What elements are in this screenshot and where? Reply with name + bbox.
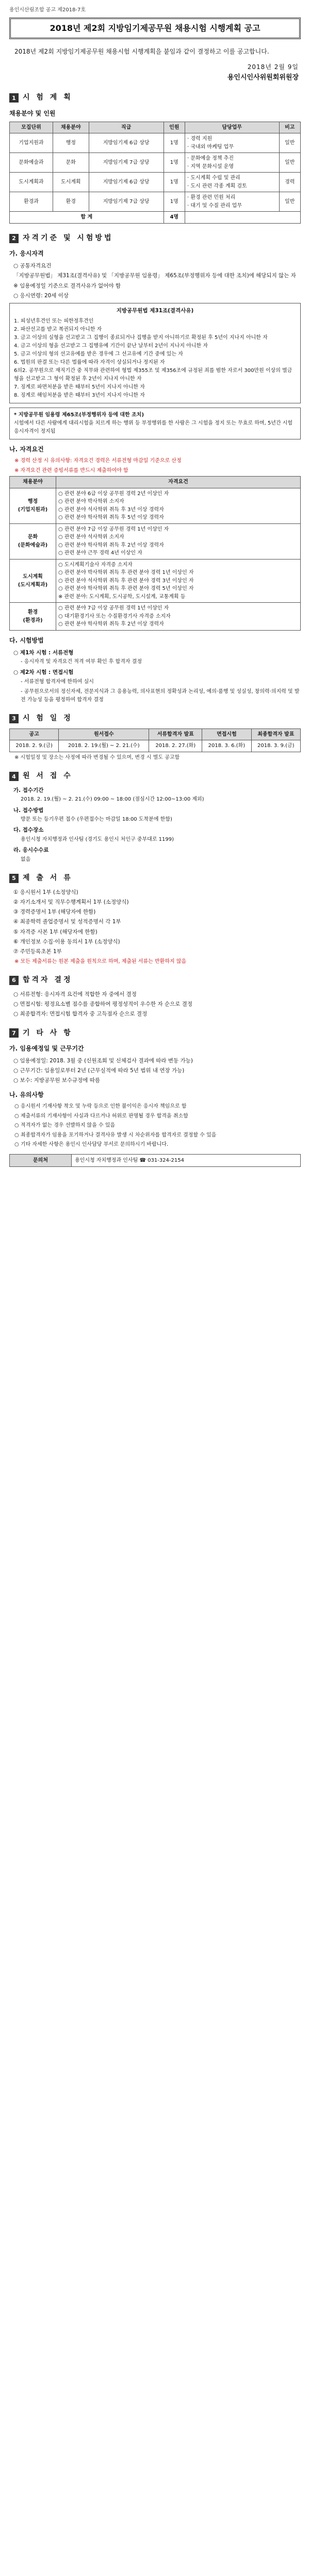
req-field: 환경 (환경과) [10,603,56,631]
qualification-line: ※ 임용예정일 기준으로 결격사유가 없어야 함 [13,282,121,289]
table-cell: · 환경 관련 민원 처리 · 대기 및 수질 관리 업무 [185,192,279,212]
receipt-item-body: 방문 또는 등기우편 접수 (우편접수는 마감일 18:00 도착분에 한함) [21,816,172,822]
section3-header [9,713,301,724]
receipt-item-label: 다. 접수장소 [13,827,44,834]
table-cell: · 경력 지원 · 국내외 마케팅 업무 [185,133,279,153]
requirement-note: ※ 경력 산정 시 유의사항: 자격요건 경력은 서류전형 마감일 기준으로 산정 [14,458,182,464]
receipt-item-body: 없음 [21,856,31,862]
sched-col-4: 면접시험 [202,728,251,740]
fraud-line: 시험에서 다른 사람에게 대리시험을 치르게 하는 행위 등 부정행위를 한 사람은 그 시험을 정지 또는 무효로 하며, 5년간 시험 응시자격이 정지됨 [14,420,293,434]
disqualification-line: 3. 금고 이상의 실형을 선고받고 그 집행이 종료되거나 집행을 받지 아니하기로 확정된 후 5년이 지나지 아니한 자 [14,334,268,341]
section6-title: 합격자 결정 [23,976,73,985]
requirement-note: ※ 자격요건 관련 증빙서류를 반드시 제출하여야 함 [14,467,128,473]
announce-date: 2018년 2월 9일 [247,63,299,71]
schedule-table [9,728,301,752]
req-col-field: 채용분야 [10,477,56,488]
col-grade: 직급 [89,122,164,133]
pass-rule: ○ 서류전형: 응시자격 요건에 적합한 자 중에서 결정 [13,991,137,997]
col-unit: 모집단위 [10,122,53,133]
fraud-line: * 지방공무원 임용령 제65조(부정행위자 등에 대한 조치) [14,412,144,418]
section6-number: 6 [9,976,19,985]
table-cell: 1명 [164,153,185,173]
appointment-item: ○ 보수: 지방공무원 보수규정에 따름 [13,1077,101,1084]
table-cell: 1명 [164,192,185,212]
req-detail: ○ 관련 분야 7급 이상 공무원 경력 1년 이상인 자 ○ 대기환경기사 또는 수질환경기사 자격증 소지자 ○ 관련 분야 학사학위 취득 후 2년 이상 경력자 [56,603,301,631]
total-label: 합 계 [10,212,164,224]
table-cell: 문화예술과 [10,153,53,173]
receipt-item-body: 용인시청 자치행정과 인사팀 (경기도 용인시 처인구 중부대로 1199) [21,836,174,842]
table-row [10,603,301,631]
table-row [10,173,301,192]
section5-number: 5 [9,874,19,883]
section6-header [9,975,301,986]
table-cell: 경력 [279,173,301,192]
caution-item: ○ 적격자가 없는 경우 선발하지 않을 수 있음 [14,1123,116,1129]
sched-col-5: 최종합격자 발표 [251,728,300,740]
section7-number: 7 [9,1028,19,1038]
col-remark: 비고 [279,122,301,133]
exam-line: ○ 제1차 시험 : 서류전형 [13,649,74,656]
caution-item: ○ 응시원서 기재사항 착오 및 누락 등으로 인한 불이익은 응시자 책임으로 함 [14,1104,187,1110]
table-row [10,488,301,523]
disqualification-line: 1. 피성년후견인 또는 피한정후견인 [14,318,94,324]
col-duty: 담당업무 [185,122,279,133]
table-row [10,559,301,603]
table-cell: · 문화예술 정책 추진 · 지역 문화시설 운영 [185,153,279,173]
recruit-table [9,122,301,224]
document-item: ① 응시원서 1부 (소정양식) [13,889,78,895]
appointment-sub: 가. 임용예정일 및 근무기간 [9,1045,84,1053]
table-row [10,153,301,173]
contact-value: 용인시청 자치행정과 인사팀 ☎ 031-324-2154 [72,1154,301,1167]
table-cell: 지방임기제 7급 상당 [89,192,164,212]
table-cell: 도시계획 [53,173,89,192]
disqualification-line: 5. 금고 이상의 형의 선고유예를 받은 경우에 그 선고유예 기간 중에 있는 자 [14,351,183,357]
notice-number: 용인시산림조합 공고 제2018-7호 [9,7,86,13]
table-cell: 지방임기제 6급 상당 [89,133,164,153]
receipt-item-label: 나. 접수방법 [13,807,44,814]
col-field: 채용분야 [53,122,89,133]
section7-title: 기 타 사 항 [23,1028,73,1037]
table-cell: 지방임기제 6급 상당 [89,173,164,192]
organization: 용인시인사위원회위원장 [227,74,299,82]
req-field: 문화 (문화예술과) [10,523,56,559]
col-count: 인원 [164,122,185,133]
pass-rule: ○ 최종합격자: 면접시험 합격자 중 고득점자 순으로 결정 [13,1011,148,1018]
table-cell: 1명 [164,173,185,192]
table-cell: · 도시계획 수립 및 관리 · 도시 관련 각종 계획 검토 [185,173,279,192]
table-cell: 행정 [53,133,89,153]
disqualification-line: 6. 법원의 판결 또는 다른 법률에 따라 자격이 상실되거나 정지된 자 [14,359,165,365]
sched-cell-4: 2018. 3. 6.(화) [202,740,251,752]
disqualification-line: 8. 징계로 해임처분을 받은 때부터 3년이 지나지 아니한 자 [14,392,145,398]
sched-col-3: 서류합격자 발표 [149,728,202,740]
section4-title: 원 서 접 수 [23,772,73,781]
table-cell: 환경과 [10,192,53,212]
disqualification-box [9,303,301,403]
contact-table [9,1154,301,1167]
disqualification-line: 6의2. 공무원으로 재직기간 중 직무와 관련하여 형법 제355조 및 제356조에 규정된 죄를 범한 자로서 300만원 이상의 벌금형을 선고받고 그 형이 확정된 후 2년이 지나지 아니한 자 [14,367,292,382]
caution-item: ○ 기타 자세한 사항은 용인시 인사담당 부서로 문의하시기 바랍니다. [14,1142,169,1148]
total-row [10,212,301,224]
exam-line: - 서류전형 합격자에 한하여 실시 [21,679,94,685]
section3-number: 3 [9,714,19,723]
table-row [10,133,301,153]
appointment-item: ○ 근무기간: 임용일로부터 2년 (근무실적에 따라 5년 범위 내 연장 가능) [13,1067,185,1074]
req-col-req: 자격요건 [56,477,301,488]
sched-col-2: 원서접수 [59,728,149,740]
document-item: ⑦ 주민등록초본 1부 [13,948,62,955]
document-item: ④ 최종학력 졸업증명서 및 성적증명서 각 1부 [13,919,121,925]
table-cell: 환경 [53,192,89,212]
appointment-item: ○ 임용예정일: 2018. 3월 중 (신원조회 및 신체검사 결과에 따라 변동 가능) [13,1057,193,1064]
document-item: ③ 경력증명서 1부 (해당자에 한함) [13,909,96,916]
req-detail: ○ 관련 분야 7급 이상 공무원 경력 1년 이상인 자 ○ 관련 분야 석사학위 소지자 ○ 관련 분야 학사학위 취득 후 2년 이상 경력자 ○ 관련 분야 근무 경력 4년 이상인 자 [56,523,301,559]
pass-rule: ○ 면접시험: 평정요소별 점수를 종합하여 평정성적이 우수한 자 순으로 결정 [13,1001,193,1007]
table-cell: 일반 [279,192,301,212]
section1-sub: 채용분야 및 인원 [9,110,56,117]
documents-note: ※ 모든 제출서류는 원본 제출을 원칙으로 하며, 제출된 서류는 반환하지 않음 [14,958,187,964]
exam-line: - 공무원으로서의 정신자세, 전문지식과 그 응용능력, 의사표현의 정확성과 논리성, 예의·품행 및 성실성, 창의력·의지력 및 발전 가능성 등을 평정하여 합격자 결정 [21,689,300,703]
receipt-item-label: 가. 접수기간 [13,787,44,793]
qualification-line: ○ 공통자격요건 [13,262,52,269]
qualification-sub: 가. 응시자격 [9,250,44,258]
schedule-note: ※ 시험일정 및 장소는 사정에 따라 변경될 수 있으며, 변경 시 별도 공고함 [14,754,180,760]
section2-number: 2 [9,234,19,243]
disqualification-line: 2. 파산선고를 받고 복권되지 아니한 자 [14,326,102,332]
sched-col-1: 공고 [10,728,59,740]
requirement-table [9,476,301,631]
table-cell: 문화 [53,153,89,173]
section3-title: 시 험 일 정 [23,714,73,723]
section4-number: 4 [9,772,19,781]
document-item: ② 자기소개서 및 직무수행계획서 1부 (소정양식) [13,899,129,905]
section1-number: 1 [9,93,19,103]
intro-text: 2018년 제2회 지방임기제공무원 채용시험 시행계획을 붙임과 같이 결정하고 이를 공고합니다. [14,48,269,56]
section4-header [9,771,301,782]
qualification-line: 「지방공무원법」 제31조(결격사유) 및 「지방공무원 임용령」 제65조(부정행위자 등에 대한 조치)에 해당되지 않는 자 [13,273,296,279]
exam-line: - 응시자격 및 자격요건 적격 여부 확인 후 합격자 결정 [21,658,142,665]
table-cell: 일반 [279,133,301,153]
receipt-item-label: 라. 응시수수료 [13,847,49,854]
disqualification-title: 지방공무원법 제31조(결격사유) [116,308,194,314]
table-row [10,523,301,559]
disqualification-line: 7. 징계로 파면처분을 받은 때부터 5년이 지나지 아니한 자 [14,384,145,390]
req-field: 도시계획 (도시계획과) [10,559,56,603]
qualification-lines [9,262,301,300]
table-cell: 도시계획과 [10,173,53,192]
total-value: 4명 [164,212,185,224]
section2-header [9,233,301,244]
sched-cell-1: 2018. 2. 9.(금) [10,740,59,752]
exam-line: ○ 제2차 시험 : 면접시험 [13,669,74,676]
section2-title: 자격기준 및 시험방법 [23,233,113,242]
page-title: 2018년 제2회 지방임기제공무원 채용시험 시행계획 공고 [9,18,301,40]
requirement-sub: 나. 자격요건 [9,445,44,453]
disqualification-line: 4. 금고 이상의 형을 선고받고 그 집행유예 기간이 끝난 날부터 2년이 지나지 아니한 자 [14,343,208,349]
caution-item: ○ 최종합격자가 임용을 포기하거나 결격사유 발생 시 차순위자를 합격자로 결정할 수 있음 [14,1132,217,1138]
section1-header [9,92,301,104]
contact-label: 문의처 [10,1154,72,1167]
req-detail: ○ 관련 분야 6급 이상 공무원 경력 2년 이상인 자 ○ 관련 분야 박사학위 소지자 ○ 관련 분야 석사학위 취득 후 3년 이상 경력자 ○ 관련 분야 학사학위 취득 후 5년 이상 경력자 [56,488,301,523]
section5-title: 제 출 서 류 [23,874,73,882]
receipt-item-body: 2018. 2. 19.(월) ~ 2. 21.(수) 09:00 ~ 18:00 (점심시간 12:00~13:00 제외) [21,796,204,803]
exam-method-sub: 다. 시험방법 [9,636,44,644]
req-field: 행정 (기업지원과) [10,488,56,523]
table-cell: 일반 [279,153,301,173]
sched-cell-5: 2018. 3. 9.(금) [251,740,300,752]
section5-header [9,873,301,884]
caution-item: ○ 제출서류의 기재사항이 사실과 다르거나 허위로 판명될 경우 합격을 취소함 [14,1113,188,1119]
table-cell: 1명 [164,133,185,153]
qualification-line: ○ 응시연령: 20세 이상 [13,292,69,299]
fraud-box [9,408,301,439]
document-item: ⑥ 개인정보 수집·이용 동의서 1부 (소정양식) [13,939,120,945]
section7-header [9,1028,301,1039]
table-cell: 기업지원과 [10,133,53,153]
schedule-row [10,740,301,752]
caution-sub: 나. 유의사항 [9,1091,44,1098]
table-row [10,192,301,212]
sched-cell-2: 2018. 2. 19.(월) ~ 2. 21.(수) [59,740,149,752]
document-item: ⑤ 자격증 사본 1부 (해당자에 한함) [13,928,97,935]
table-cell: 지방임기제 7급 상당 [89,153,164,173]
sched-cell-3: 2018. 2. 27.(화) [149,740,202,752]
section1-title: 시 험 계 획 [23,93,73,102]
req-detail: ○ 도시계획기술사 자격증 소지자 ○ 관련 분야 박사학위 취득 후 관련 분야 경력 1년 이상인 자 ○ 관련 분야 석사학위 취득 후 관련 분야 경력 3년 이상인 자 ○ 관련 분야 학사학위 취득 후 관련 분야 경력 5년 이상인 자 ※ 관련 분야: 도시계획, 도시공학, 도시설계, 교통계획 등 [56,559,301,603]
